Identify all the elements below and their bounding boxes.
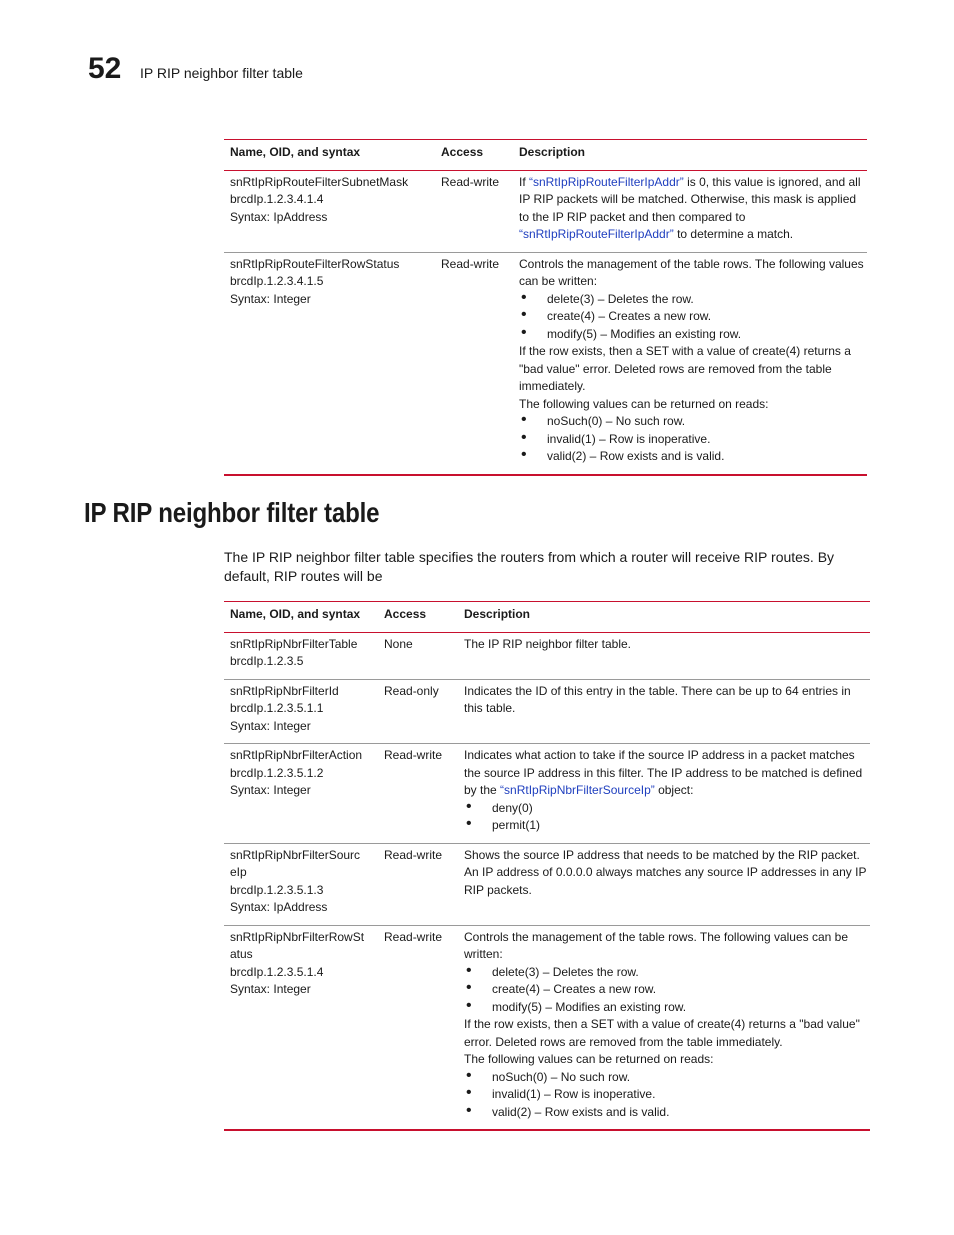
description-cell: The IP RIP neighbor filter table. [464, 632, 870, 679]
object-name: snRtIpRipRouteFilterRowStatus [230, 256, 400, 271]
list-item: • noSuch(0) – No such row. [464, 1069, 870, 1087]
object-name: snRtIpRipNbrFilterId [230, 683, 339, 698]
xref-link[interactable]: “snRtIpRipRouteFilterIpAddr” [519, 227, 674, 241]
col-header-description: Description [519, 140, 867, 171]
access-cell: Read-write [384, 744, 464, 844]
returned-values-list [464, 1069, 870, 1122]
object-syntax: Syntax: Integer [230, 982, 311, 996]
access-cell: Read-write [384, 925, 464, 1130]
table-row [224, 925, 870, 1130]
description-cell [519, 252, 867, 475]
desc-note: If the row exists, then a SET with a value of create(4) returns a "bad value" error. Deleted rows are removed from the table immediately. [519, 344, 851, 393]
desc-text: to determine a match. [673, 227, 794, 241]
desc-text: Indicates what action to take if the source IP address in a packet matches the source IP address in this filter. The IP address to be matched is defined by the [464, 748, 863, 797]
desc-text: is 0, this value is ignored, and all IP RIP packets will be matched. Otherwise, this mask is applied to the IP RIP packet and then compared to [519, 174, 861, 224]
description-cell [464, 925, 870, 1130]
list-item: • deny(0) [464, 800, 870, 818]
object-oid: brcdIp.1.2.3.5.1.3 [230, 882, 324, 897]
table-row [224, 252, 867, 475]
table-header-row [224, 140, 867, 171]
table-row [224, 744, 870, 844]
col-header-name: Name, OID, and syntax [224, 602, 384, 633]
section-heading: IP RIP neighbor filter table [84, 497, 380, 528]
list-item: • modify(5) – Modifies an existing row. [464, 999, 870, 1017]
list-item: • delete(3) – Deletes the row. [464, 964, 870, 982]
list-item: • valid(2) – Row exists and is valid. [464, 1104, 870, 1122]
table-row [224, 632, 870, 679]
object-cell [224, 252, 441, 475]
list-item: • invalid(1) – Row is inoperative. [464, 1086, 870, 1104]
col-header-access: Access [384, 602, 464, 633]
object-syntax: Syntax: Integer [230, 783, 311, 797]
object-name: snRtIpRipNbrFilterTable [230, 636, 358, 651]
list-item: • valid(2) – Row exists and is valid. [519, 448, 867, 466]
object-syntax: Syntax: IpAddress [230, 209, 328, 224]
object-oid: brcdIp.1.2.3.5.1.2 [230, 765, 324, 780]
description-cell [519, 170, 867, 252]
access-cell: Read-write [441, 170, 519, 252]
desc-intro: Controls the management of the table rows. The following values can be written: [519, 256, 864, 288]
list-item: • noSuch(0) – No such row. [519, 413, 867, 431]
returned-values-list [519, 413, 867, 466]
access-cell: Read-write [384, 843, 464, 925]
written-values-list [464, 964, 870, 1017]
xref-link[interactable]: “snRtIpRipNbrFilterSourceIp” [500, 783, 655, 797]
section-intro: The IP RIP neighbor filter table specifies the routers from which a router will receive RIP routes. By default, RIP routes will be [224, 549, 835, 584]
list-item: • invalid(1) – Row is inoperative. [519, 431, 867, 449]
access-cell: None [384, 632, 464, 679]
object-oid: brcdIp.1.2.3.5.1.4 [230, 964, 324, 979]
xref-link[interactable]: “snRtIpRipRouteFilterIpAddr” [529, 174, 684, 189]
object-syntax: Syntax: IpAddress [230, 900, 328, 914]
object-name-cont: atus [230, 947, 253, 961]
object-name: snRtIpRipNbrFilterSourc [230, 847, 361, 862]
desc-text: object: [654, 783, 694, 797]
col-header-description: Description [464, 602, 870, 633]
object-cell [224, 925, 384, 1130]
action-values-list [464, 800, 870, 835]
object-oid: brcdIp.1.2.3.4.1.4 [230, 192, 324, 206]
object-cell [224, 679, 384, 744]
description-cell [464, 744, 870, 844]
object-cell [224, 744, 384, 844]
desc-returned-intro: The following values can be returned on reads: [519, 396, 769, 411]
list-item: • create(4) – Creates a new row. [519, 308, 867, 326]
list-item: • modify(5) – Modifies an existing row. [519, 326, 867, 344]
desc-returned-intro: The following values can be returned on reads: [464, 1052, 714, 1066]
object-name: snRtIpRipRouteFilterSubnetMask [230, 174, 409, 189]
object-oid: brcdIp.1.2.3.4.1.5 [230, 274, 324, 288]
object-syntax: Syntax: Integer [230, 291, 311, 306]
access-cell: Read-write [441, 252, 519, 475]
table-row [224, 170, 867, 252]
written-values-list [519, 291, 867, 344]
object-name-cont: eIp [230, 865, 247, 879]
table-row [224, 843, 870, 925]
table-header-row [224, 602, 870, 633]
object-syntax: Syntax: Integer [230, 718, 311, 733]
route-filter-table [224, 139, 867, 476]
col-header-name: Name, OID, and syntax [224, 140, 441, 171]
list-item: • permit(1) [464, 817, 870, 835]
object-cell [224, 632, 384, 679]
list-item: • delete(3) – Deletes the row. [519, 291, 867, 309]
object-name: snRtIpRipNbrFilterAction [230, 748, 363, 762]
list-item: • create(4) – Creates a new row. [464, 981, 870, 999]
object-cell [224, 170, 441, 252]
description-cell: Shows the source IP address that needs to be matched by the RIP packet. An IP address of 0.0.0.0 always matches any source IP addresses in any IP RIP packets. [464, 843, 870, 925]
object-name: snRtIpRipNbrFilterRowSt [230, 929, 365, 944]
col-header-access: Access [441, 140, 519, 171]
object-cell [224, 843, 384, 925]
desc-intro: Controls the management of the table rows. The following values can be written: [464, 929, 848, 961]
running-title: IP RIP neighbor filter table [140, 65, 303, 81]
description-cell: Indicates the ID of this entry in the table. There can be up to 64 entries in this table. [464, 679, 870, 744]
object-oid: brcdIp.1.2.3.5.1.1 [230, 701, 324, 715]
desc-text: If [519, 174, 530, 189]
object-oid: brcdIp.1.2.3.5 [230, 654, 304, 668]
chapter-number: 52 [88, 52, 122, 85]
neighbor-filter-table [224, 601, 870, 1131]
table-row [224, 679, 870, 744]
access-cell: Read-only [384, 679, 464, 744]
desc-note: If the row exists, then a SET with a value of create(4) returns a "bad value" error. Deleted rows are removed from the table immediately. [464, 1017, 860, 1049]
